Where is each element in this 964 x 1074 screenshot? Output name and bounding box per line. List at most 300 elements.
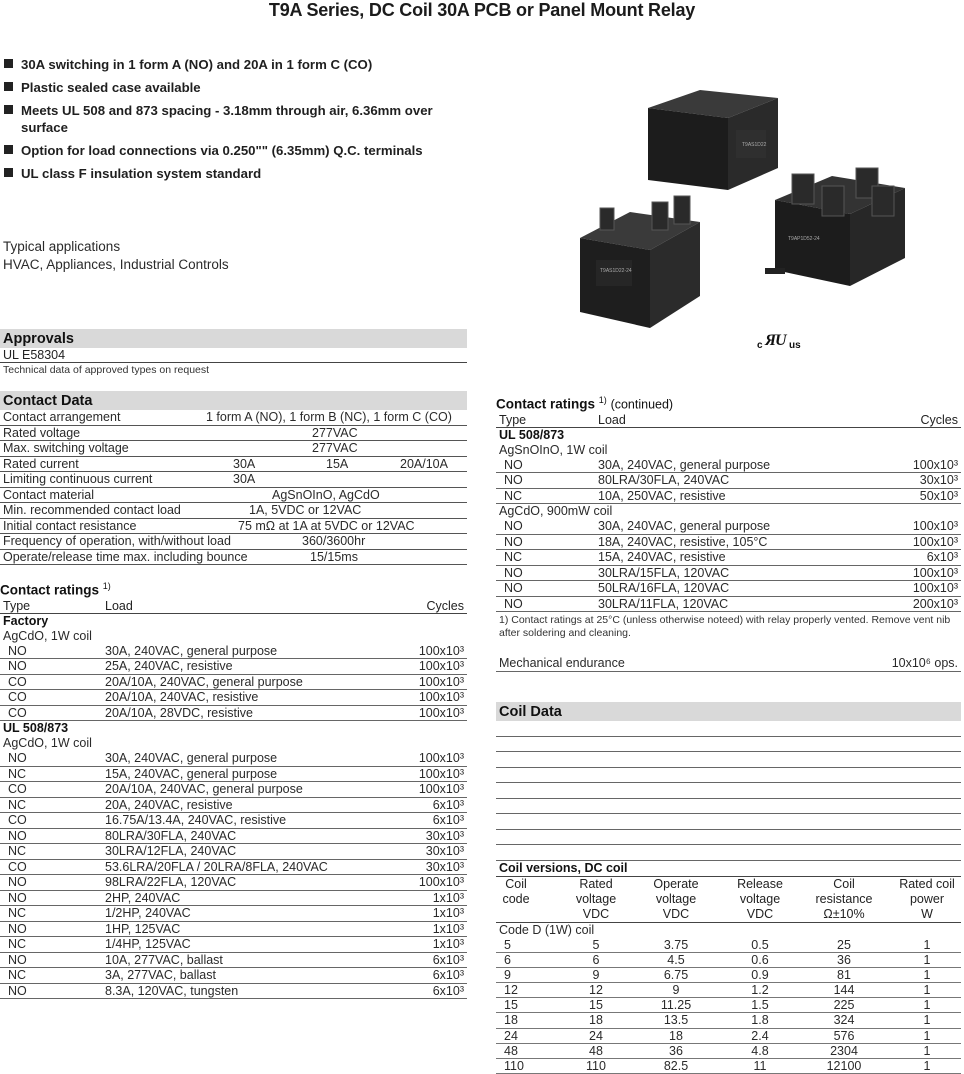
rating-load: 2HP, 240VAC (105, 891, 180, 906)
contact-data-row (0, 534, 467, 550)
rating-load: 80LRA/30FLA, 240VAC (598, 473, 729, 488)
rating-type: CO (8, 782, 27, 797)
header-line: VDC (718, 907, 802, 922)
coil-versions-col-header (496, 877, 536, 907)
table-row (496, 535, 961, 551)
coil-data-row (496, 737, 961, 753)
table-row (0, 968, 467, 984)
rating-type: NO (8, 659, 27, 674)
rating-cycles: 100x10³ (913, 535, 958, 550)
feature-list (4, 56, 464, 188)
feature-item (4, 165, 464, 182)
contact-data-value: 75 mΩ at 1A at 5VDC or 12VAC (238, 519, 415, 534)
rating-load: 18A, 240VAC, resistive, 105°C (598, 535, 767, 550)
coil-version-cell: 1 (892, 1029, 962, 1044)
contact-data-table (0, 410, 467, 565)
rating-type: NO (8, 922, 27, 937)
coil-versions-col-header (802, 877, 886, 922)
rating-load: 8.3A, 120VAC, tungsten (105, 984, 238, 999)
coil-version-cell: 1.5 (718, 998, 802, 1013)
rating-type: NC (8, 968, 26, 983)
rating-type: NO (8, 984, 27, 999)
contact-data-label: Limiting continuous current (3, 472, 152, 487)
rating-load: 10A, 277VAC, ballast (105, 953, 223, 968)
rating-load: 10A, 250VAC, resistive (598, 489, 726, 504)
coil-versions-col-header (892, 877, 962, 922)
table-row (0, 984, 467, 1000)
rating-cycles: 100x10³ (419, 675, 464, 690)
coil-version-cell: 12 (496, 983, 536, 998)
rating-load: 1/2HP, 240VAC (105, 906, 191, 921)
rating-load: 30A, 240VAC, general purpose (105, 751, 277, 766)
svg-text:T9AS1D22: T9AS1D22 (742, 142, 767, 148)
coil-data-title: Coil Data (496, 702, 961, 721)
contact-data-value: 1 form A (NO), 1 form B (NC), 1 form C (CO) (206, 410, 452, 425)
feature-text: 30A switching in 1 form A (NO) and 20A in 1 form C (CO) (21, 56, 372, 73)
coil-version-cell: 2.4 (718, 1029, 802, 1044)
rating-cycles: 6x10³ (433, 798, 464, 813)
bullet-square-icon (4, 145, 13, 154)
table-row (496, 968, 961, 983)
rating-type: NO (8, 953, 27, 968)
rating-cycles: 100x10³ (419, 659, 464, 674)
relay-image-left (580, 196, 700, 328)
header-line: voltage (634, 892, 718, 907)
coil-version-cell: 5 (496, 938, 536, 953)
coil-version-cell: 1.8 (718, 1013, 802, 1028)
table-row (496, 458, 961, 474)
contact-ratings-title: Contact ratings $^{1)}$ (0, 578, 467, 599)
rating-type: NO (8, 875, 27, 890)
table-row (496, 566, 961, 582)
rating-type: NO (504, 473, 523, 488)
rating-load: 30LRA/12FLA, 240VAC (105, 844, 236, 859)
rating-cycles: 100x10³ (913, 566, 958, 581)
ul-c-text: c (757, 340, 763, 351)
rating-type: NO (504, 535, 523, 550)
rating-cycles: 100x10³ (419, 875, 464, 890)
rating-load: 50LRA/16FLA, 120VAC (598, 581, 729, 596)
coil-version-cell: 110 (554, 1059, 638, 1074)
rating-type: NC (504, 489, 522, 504)
contact-data-label: Rated current (3, 457, 79, 472)
contact-data-label: Max. switching voltage (3, 441, 129, 456)
coil-version-cell: 11.25 (634, 998, 718, 1013)
table-row (0, 767, 467, 783)
header-line: Rated (554, 877, 638, 892)
rating-cycles: 30x10³ (920, 473, 958, 488)
rating-cycles: 1x10³ (433, 922, 464, 937)
rating-type: CO (8, 860, 27, 875)
approvals-ul-number: UL E58304 (0, 348, 467, 363)
table-row (0, 860, 467, 876)
rating-cycles: 30x10³ (426, 829, 464, 844)
table-row (0, 659, 467, 675)
rating-load: 53.6LRA/20FLA / 20LRA/8FLA, 240VAC (105, 860, 328, 875)
rating-load: 16.75A/13.4A, 240VAC, resistive (105, 813, 286, 828)
approvals-note: Technical data of approved types on request (0, 363, 467, 377)
contact-data-value: 30A (233, 457, 255, 472)
ratings-subgroup-name: AgCdO, 900mW coil (496, 504, 961, 519)
contact-data-label: Operate/release time max. including bounce (3, 550, 248, 565)
coil-version-cell: 1 (892, 1044, 962, 1059)
rating-load: 3A, 277VAC, ballast (105, 968, 216, 983)
contact-ratings-section (0, 578, 467, 999)
table-row (496, 1059, 961, 1074)
rating-type: NC (8, 906, 26, 921)
coil-version-cell: 9 (554, 968, 638, 983)
coil-version-cell: 1 (892, 983, 962, 998)
rating-type: NO (504, 581, 523, 596)
coil-data-row (496, 768, 961, 784)
coil-versions-col-header (718, 877, 802, 922)
contact-ratings-header: Type Load Cycles (0, 599, 467, 614)
header-line: Coil (496, 877, 536, 892)
coil-version-cell: 11 (718, 1059, 802, 1074)
rating-cycles: 30x10³ (426, 860, 464, 875)
ratings-group-name: UL 508/873 (0, 721, 467, 736)
contact-data-row (0, 519, 467, 535)
rating-load: 1HP, 125VAC (105, 922, 180, 937)
table-row (0, 922, 467, 938)
feature-item (4, 102, 464, 136)
coil-version-cell: 36 (634, 1044, 718, 1059)
approvals-title: Approvals (0, 329, 467, 348)
table-row (496, 983, 961, 998)
coil-versions-title: Coil versions, DC coil (496, 861, 961, 877)
rating-load: 30LRA/11FLA, 120VAC (598, 597, 728, 612)
rating-cycles: 6x10³ (433, 953, 464, 968)
coil-version-cell: 144 (802, 983, 886, 998)
table-row (0, 644, 467, 660)
header-line: resistance (802, 892, 886, 907)
coil-data-row (496, 721, 961, 737)
rating-load: 30A, 240VAC, general purpose (598, 519, 770, 534)
header-line: W (892, 907, 962, 922)
rating-type: CO (8, 706, 27, 721)
contact-data-label: Initial contact resistance (3, 519, 136, 534)
contact-data-label: Rated voltage (3, 426, 80, 441)
svg-text:T9AP1D52-24: T9AP1D52-24 (788, 236, 820, 242)
rating-load: 20A/10A, 240VAC, general purpose (105, 675, 303, 690)
coil-versions-col-header (634, 877, 718, 922)
rating-load: 20A/10A, 240VAC, resistive (105, 690, 258, 705)
contact-data-value: 277VAC (312, 441, 358, 456)
rating-cycles: 6x10³ (433, 984, 464, 999)
coil-version-cell: 1 (892, 953, 962, 968)
table-row (496, 519, 961, 535)
coil-version-cell: 1 (892, 998, 962, 1013)
rating-cycles: 100x10³ (913, 458, 958, 473)
bullet-square-icon (4, 82, 13, 91)
contact-data-title: Contact Data (0, 391, 467, 410)
coil-version-cell: 0.6 (718, 953, 802, 968)
header-line: VDC (634, 907, 718, 922)
contact-ratings-continued-header: Type Load Cycles (496, 413, 961, 428)
contact-data-value: 20A/10A (400, 457, 448, 472)
rating-type: NO (504, 458, 523, 473)
mechanical-endurance (496, 656, 961, 672)
contact-data-row (0, 441, 467, 457)
table-row (496, 489, 961, 505)
table-row (496, 1029, 961, 1044)
rating-type: NO (8, 829, 27, 844)
contact-data-value: 15/15ms (310, 550, 358, 565)
rating-load: 30A, 240VAC, general purpose (105, 644, 277, 659)
page-title: T9A Series, DC Coil 30A PCB or Panel Mount Relay (0, 0, 964, 21)
table-row (0, 906, 467, 922)
rating-type: NO (8, 891, 27, 906)
rating-cycles: 1x10³ (433, 937, 464, 952)
coil-version-cell: 9 (634, 983, 718, 998)
coil-version-cell: 13.5 (634, 1013, 718, 1028)
table-row (0, 751, 467, 767)
rating-load: 30LRA/15FLA, 120VAC (598, 566, 729, 581)
header-line: Ω±10% (802, 907, 886, 922)
typical-applications-text: HVAC, Appliances, Industrial Controls (3, 256, 229, 274)
contact-data-value: 30A (233, 472, 255, 487)
relay-image-top (648, 90, 778, 190)
rating-type: NO (8, 751, 27, 766)
rating-cycles: 100x10³ (419, 782, 464, 797)
coil-version-cell: 48 (554, 1044, 638, 1059)
rating-cycles: 100x10³ (913, 519, 958, 534)
coil-version-cell: 1 (892, 1013, 962, 1028)
rating-load: 25A, 240VAC, resistive (105, 659, 233, 674)
coil-version-cell: 24 (554, 1029, 638, 1044)
table-row (496, 550, 961, 566)
rating-cycles: 1x10³ (433, 891, 464, 906)
coil-version-cell: 18 (554, 1013, 638, 1028)
coil-version-cell: 9 (496, 968, 536, 983)
contact-data-row (0, 410, 467, 426)
mechanical-endurance-label: Mechanical endurance (499, 656, 625, 671)
coil-version-cell: 5 (554, 938, 638, 953)
table-row (0, 891, 467, 907)
coil-version-cell: 15 (554, 998, 638, 1013)
table-row (496, 581, 961, 597)
feature-item (4, 79, 464, 96)
rating-cycles: 200x10³ (913, 597, 958, 612)
rating-load: 30A, 240VAC, general purpose (598, 458, 770, 473)
contact-data-value: 1A, 5VDC or 12VAC (249, 503, 361, 518)
table-row (496, 1013, 961, 1028)
rating-load: 1/4HP, 125VAC (105, 937, 191, 952)
coil-version-cell: 4.5 (634, 953, 718, 968)
table-row (0, 844, 467, 860)
feature-item (4, 142, 464, 159)
coil-version-cell: 4.8 (718, 1044, 802, 1059)
coil-version-cell: 6.75 (634, 968, 718, 983)
bullet-square-icon (4, 59, 13, 68)
contact-data-row (0, 488, 467, 504)
relay-image-right (765, 168, 905, 286)
feature-text: Option for load connections via 0.250"" (6.35mm) Q.C. terminals (21, 142, 423, 159)
coil-data-row (496, 830, 961, 846)
bullet-square-icon (4, 105, 13, 114)
relay-illustration (560, 90, 960, 350)
coil-versions-table (496, 938, 961, 1074)
contact-data-row (0, 457, 467, 473)
contact-data-row (0, 472, 467, 488)
contact-data-value: 277VAC (312, 426, 358, 441)
header-line: Release (718, 877, 802, 892)
rating-load: 20A, 240VAC, resistive (105, 798, 233, 813)
coil-version-cell: 1 (892, 938, 962, 953)
contact-data-value: 15A (326, 457, 348, 472)
coil-version-cell: 110 (496, 1059, 536, 1074)
rating-cycles: 50x10³ (920, 489, 958, 504)
table-row (0, 829, 467, 845)
table-row (0, 798, 467, 814)
coil-version-cell: 576 (802, 1029, 886, 1044)
contact-data-row (0, 550, 467, 566)
table-row (0, 690, 467, 706)
rating-type: CO (8, 813, 27, 828)
coil-version-cell: 0.5 (718, 938, 802, 953)
contact-ratings-continued-section (496, 392, 961, 640)
rating-load: 80LRA/30FLA, 240VAC (105, 829, 236, 844)
header-line: Rated coil (892, 877, 962, 892)
contact-ratings-footnote: 1) Contact ratings at 25°C (unless otherwise noteed) with relay properly vented. Remove vent nib after soldering and cleaning. (496, 614, 961, 640)
table-row (496, 597, 961, 613)
typical-applications-heading: Typical applications (3, 238, 229, 256)
contact-data-value: 360/3600hr (302, 534, 365, 549)
feature-item (4, 56, 464, 73)
coil-version-cell: 2304 (802, 1044, 886, 1059)
ul-us-text: us (789, 340, 801, 351)
table-row (0, 875, 467, 891)
rating-type: NC (504, 550, 522, 565)
coil-version-cell: 36 (802, 953, 886, 968)
feature-text: Meets UL 508 and 873 spacing - 3.18mm through air, 6.36mm over surface (21, 102, 464, 136)
contact-data-label: Frequency of operation, with/without load (3, 534, 231, 549)
header-line: voltage (718, 892, 802, 907)
rating-cycles: 100x10³ (419, 706, 464, 721)
rating-type: NC (8, 844, 26, 859)
table-row (0, 813, 467, 829)
coil-version-cell: 6 (554, 953, 638, 968)
svg-text:Я: Я (764, 332, 777, 349)
rating-load: 15A, 240VAC, resistive (598, 550, 726, 565)
bullet-square-icon (4, 168, 13, 177)
contact-data-section (0, 391, 467, 565)
header-line: VDC (554, 907, 638, 922)
coil-version-cell: 6 (496, 953, 536, 968)
rating-load: 20A/10A, 28VDC, resistive (105, 706, 253, 721)
table-row (496, 473, 961, 489)
coil-versions-col-header (554, 877, 638, 922)
contact-data-label: Min. recommended contact load (3, 503, 181, 518)
rating-type: NC (8, 767, 26, 782)
coil-version-cell: 1 (892, 1059, 962, 1074)
contact-data-row (0, 503, 467, 519)
coil-data-row (496, 783, 961, 799)
rating-load: 20A/10A, 240VAC, general purpose (105, 782, 303, 797)
rating-cycles: 6x10³ (927, 550, 958, 565)
table-row (0, 675, 467, 691)
ul-recognized-mark (757, 332, 801, 351)
rating-cycles: 6x10³ (433, 968, 464, 983)
rating-cycles: 30x10³ (426, 844, 464, 859)
svg-text:T9AS1D22-24: T9AS1D22-24 (600, 268, 632, 274)
ratings-group-name: Factory (0, 614, 467, 629)
coil-version-cell: 24 (496, 1029, 536, 1044)
coil-data-section (496, 702, 961, 1074)
coil-version-cell: 0.9 (718, 968, 802, 983)
feature-text: Plastic sealed case available (21, 79, 201, 96)
coil-version-cell: 12100 (802, 1059, 886, 1074)
coil-version-cell: 25 (802, 938, 886, 953)
feature-text: UL class F insulation system standard (21, 165, 261, 182)
coil-data-row (496, 845, 961, 861)
coil-data-row (496, 799, 961, 815)
coil-version-cell: 1 (892, 968, 962, 983)
rating-load: 98LRA/22FLA, 120VAC (105, 875, 236, 890)
rating-cycles: 100x10³ (913, 581, 958, 596)
table-row (496, 998, 961, 1013)
mechanical-endurance-value: 10x10⁶ ops. (892, 656, 958, 671)
rating-cycles: 100x10³ (419, 644, 464, 659)
rating-cycles: 6x10³ (433, 813, 464, 828)
table-row (0, 706, 467, 722)
ratings-subgroup-name: AgCdO, 1W coil (0, 736, 467, 751)
coil-version-cell: 225 (802, 998, 886, 1013)
contact-data-label: Contact material (3, 488, 94, 503)
ratings-group-ul: UL 508/873 (496, 428, 961, 443)
table-row (0, 937, 467, 953)
svg-text:U: U (775, 332, 788, 349)
header-line: voltage (554, 892, 638, 907)
rating-cycles: 100x10³ (419, 767, 464, 782)
contact-data-row (0, 426, 467, 442)
rating-cycles: 1x10³ (433, 906, 464, 921)
coil-version-cell: 15 (496, 998, 536, 1013)
relay-product-images (560, 90, 960, 350)
coil-version-cell: 81 (802, 968, 886, 983)
rating-cycles: 100x10³ (419, 751, 464, 766)
contact-data-value: AgSnOInO, AgCdO (272, 488, 380, 503)
header-line: Coil (802, 877, 886, 892)
ratings-subgroup-name: AgCdO, 1W coil (0, 629, 467, 644)
coil-data-row (496, 752, 961, 768)
rating-cycles: 100x10³ (419, 690, 464, 705)
rating-type: NO (504, 597, 523, 612)
typical-applications (3, 238, 229, 274)
rating-type: CO (8, 690, 27, 705)
coil-versions-header (496, 877, 961, 923)
coil-version-cell: 18 (634, 1029, 718, 1044)
contact-ratings-continued-title: Contact ratings $^{1)}$ (continued) (496, 392, 961, 413)
coil-data-row (496, 814, 961, 830)
table-row (0, 953, 467, 969)
rating-type: NO (504, 566, 523, 581)
table-row (0, 782, 467, 798)
coil-version-cell: 18 (496, 1013, 536, 1028)
coil-version-cell: 48 (496, 1044, 536, 1059)
coil-version-cell: 82.5 (634, 1059, 718, 1074)
coil-version-cell: 3.75 (634, 938, 718, 953)
contact-data-label: Contact arrangement (3, 410, 120, 425)
rating-type: NO (8, 644, 27, 659)
coil-code-group: Code D (1W) coil (496, 923, 961, 938)
rating-type: NC (8, 937, 26, 952)
header-line: Operate (634, 877, 718, 892)
coil-version-cell: 324 (802, 1013, 886, 1028)
table-row (496, 1044, 961, 1059)
ratings-subgroup-name: AgSnOInO, 1W coil (496, 443, 961, 458)
table-row (496, 953, 961, 968)
